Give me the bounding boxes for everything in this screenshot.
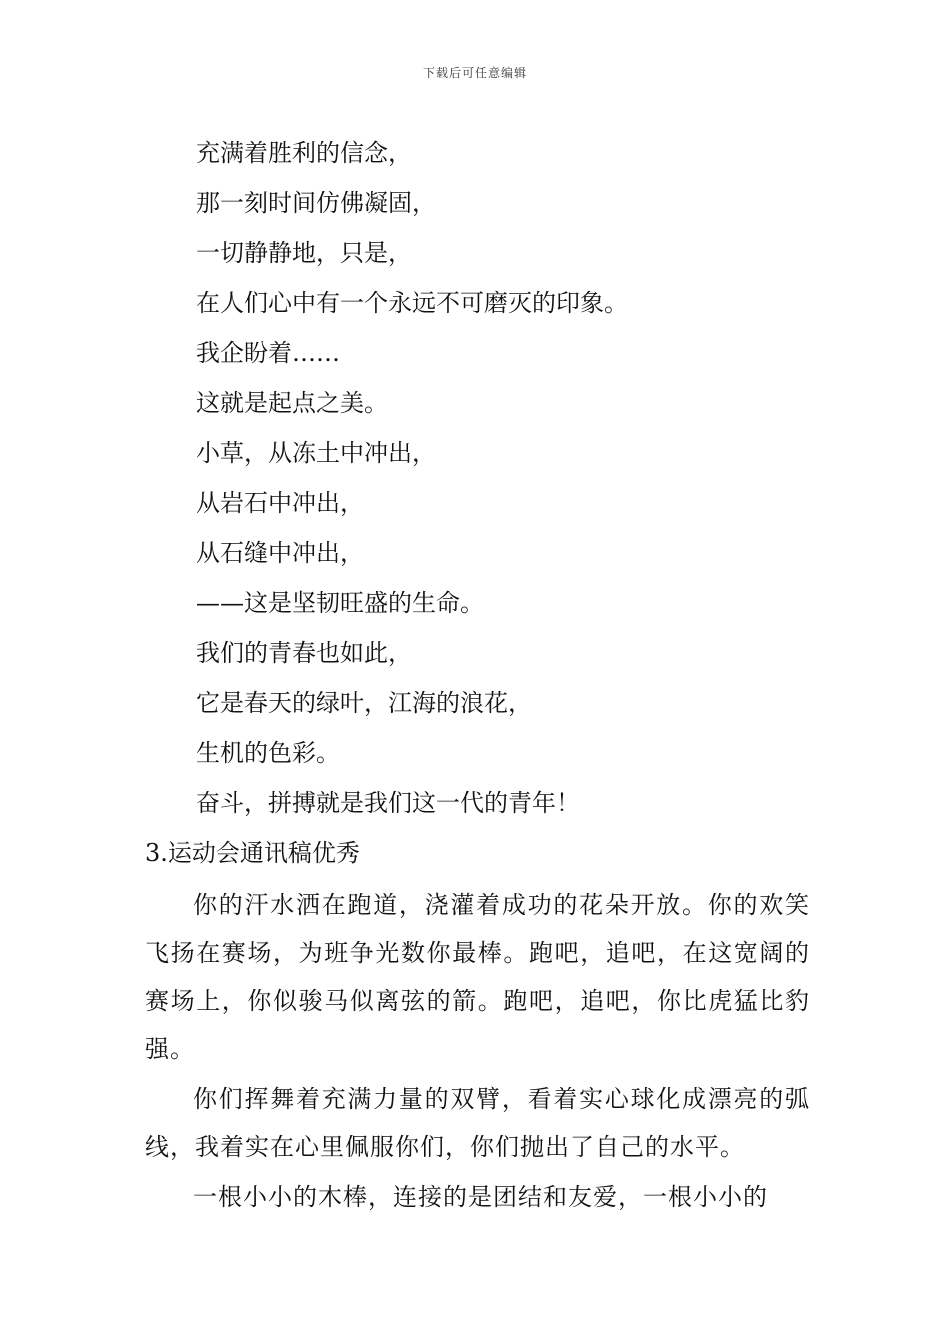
poem-block (145, 128, 810, 828)
paragraph: 一根小小的木棒，连接的是团结和友爱，一根小小的 (193, 1183, 768, 1211)
paragraph: 你们挥舞着充满力量的双臂，看着实心球化成漂亮的弧线，我着实在心里佩服你们，你们抛出了自己的水平。 (145, 1085, 810, 1161)
poem-line: 那一刻时间仿佛凝固， (196, 189, 436, 217)
poem-line: 我企盼着…… (196, 339, 340, 367)
poem-line: 它是春天的绿叶，江海的浪花， (196, 689, 532, 717)
document-body (145, 128, 810, 1221)
header-note: 下载后可任意编辑 (422, 66, 527, 80)
poem-line: 从岩石中冲出， (196, 489, 364, 517)
poem-line: ——这是坚韧旺盛的生命。 (196, 589, 484, 617)
poem-line: 充满着胜利的信念， (196, 139, 412, 167)
section-paragraphs (145, 881, 810, 1221)
poem-line: 在人们心中有一个永远不可磨灭的印象。 (196, 289, 628, 317)
paragraph: 你的汗水洒在跑道，浇灌着成功的花朵开放。你的欢笑飞扬在赛场，为班争光数你最棒。跑吧，追吧，在这宽阔的赛场上，你似骏马似离弦的箭。跑吧，追吧，你比虎猛比豹强。 (145, 891, 810, 1063)
poem-line: 这就是起点之美。 (196, 389, 388, 417)
poem-line: 从石缝中冲出， (196, 539, 364, 567)
poem-line: 奋斗，拼搏就是我们这一代的青年！ (196, 789, 580, 817)
poem-line: 我们的青春也如此， (196, 639, 412, 667)
poem-line: 小草，从冻土中冲出， (196, 439, 436, 467)
section-heading: 3.运动会通讯稿优秀 (145, 839, 360, 867)
poem-line: 一切静静地，只是， (196, 239, 412, 267)
poem-line: 生机的色彩。 (196, 739, 340, 767)
